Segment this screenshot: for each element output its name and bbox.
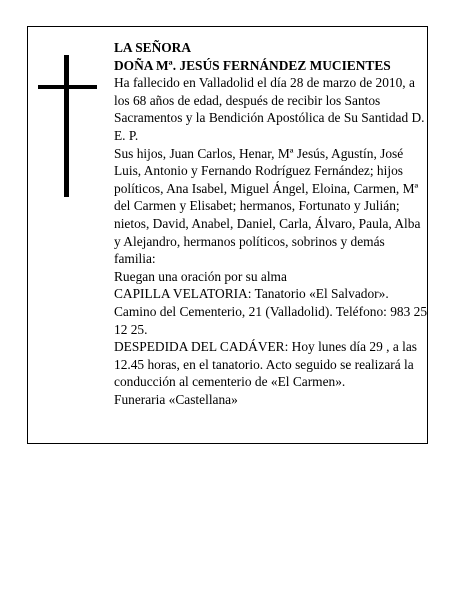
cross-horizontal-bar <box>38 85 97 89</box>
prayer-request: Ruegan una oración por su alma <box>114 268 287 284</box>
cross-vertical-bar <box>64 55 69 197</box>
death-statement: Ha fallecido en Valladolid el día 28 de marzo de 2010, a los 68 años de edad, después de recibir los Santos Sacramentos y la Bendición Apostólica de Su Santidad D. E. P. <box>114 75 425 143</box>
family-list: Sus hijos, Juan Carlos, Henar, Mª Jesús, Agustín, José Luis, Antonio y Fernando Rodríguez Fernández; hijos políticos, Ana Isabel, Miguel Ángel, Eloina, Carmen, Mª del Carmen y Elisabet; hermanos, Fortunato y Julián; nietos, David, Anabel, Daniel, Carla, Álvaro, Paula, Alba y Alejandro, hermanos políticos, sobrinos y demás familia: <box>114 145 421 267</box>
funeral-home: Funeraria «Castellana» <box>114 391 238 407</box>
farewell-info: DESPEDIDA DEL CADÁVER: Hoy lunes día 29 , a las 12.45 horas, en el tanatorio. Acto seguido se realizará la conducción al cementerio de «El Carmen». <box>114 339 418 390</box>
deceased-name: DOÑA Mª. JESÚS FERNÁNDEZ MUCIENTES <box>114 57 391 73</box>
chapel-info: CAPILLA VELATORIA: Tanatorio «El Salvador». Camino del Cementerio, 21 (Valladolid). Teléfono: 983 25 12 25. <box>114 286 428 337</box>
notice-title: LA SEÑORA <box>114 40 192 55</box>
notice-body <box>114 39 428 408</box>
